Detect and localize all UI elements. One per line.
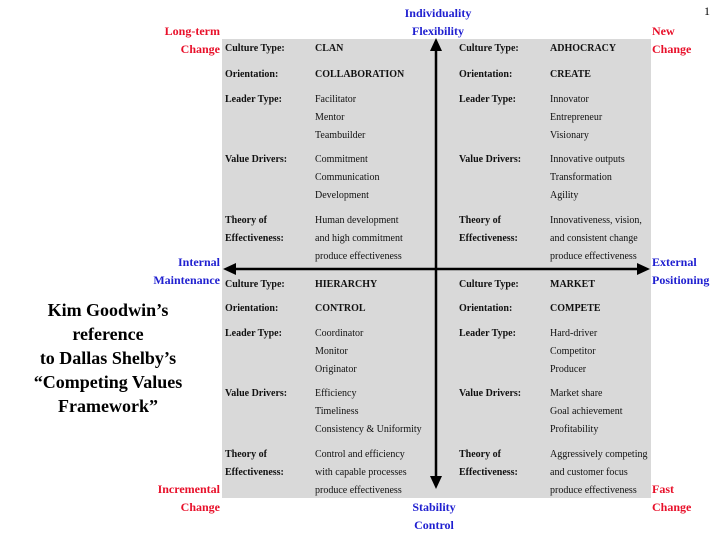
page-number: 1 <box>704 4 710 18</box>
culture-type-label: Culture Type: <box>225 279 285 290</box>
value-drivers-label: Value Drivers: <box>459 154 522 165</box>
culture-type-label: Culture Type: <box>225 43 285 54</box>
culture-type-label: Culture Type: <box>459 279 519 290</box>
orientation-value: COLLABORATION <box>315 69 405 80</box>
corner-top-left-label: Long-term Change <box>164 24 220 56</box>
leader-type-label: Leader Type: <box>225 328 282 339</box>
orientation-value: CREATE <box>550 69 591 80</box>
value-drivers-label: Value Drivers: <box>459 388 522 399</box>
arrow-down-icon <box>430 476 442 489</box>
leader-type-label: Leader Type: <box>459 328 516 339</box>
leader-type-value: Hard-driver Competitor Producer <box>550 328 598 375</box>
theory-value: Aggressively competing and customer focus produce effectiveness <box>550 449 648 496</box>
orientation-value: CONTROL <box>315 303 366 314</box>
value-drivers-label: Value Drivers: <box>225 388 288 399</box>
theory-label: Theory of Effectiveness: <box>459 449 518 478</box>
orientation-label: Orientation: <box>225 69 279 80</box>
theory-label: Theory of Effectiveness: <box>225 449 284 478</box>
leader-type-value: Innovator Entrepreneur Visionary <box>550 94 603 141</box>
theory-value: Control and efficiency with capable processes produce effectiveness <box>315 449 407 496</box>
leader-type-label: Leader Type: <box>225 94 282 105</box>
arrow-left-icon <box>223 263 236 275</box>
leader-type-value: Coordinator Monitor Originator <box>315 328 364 375</box>
value-drivers-value: Market share Goal achievement Profitability <box>550 388 623 435</box>
axis-right-label: External Positioning <box>652 255 710 287</box>
arrow-up-icon <box>430 38 442 51</box>
orientation-label: Orientation: <box>225 303 279 314</box>
theory-label: Theory of Effectiveness: <box>459 215 518 244</box>
orientation-value: COMPETE <box>550 303 601 314</box>
culture-type-value: MARKET <box>550 279 595 290</box>
culture-type-value: HIERARCHY <box>315 279 378 290</box>
theory-label: Theory of Effectiveness: <box>225 215 284 244</box>
leader-type-value: Facilitator Mentor Teambuilder <box>315 94 366 141</box>
value-drivers-value: Innovative outputs Transformation Agility <box>550 154 625 201</box>
culture-type-value: ADHOCRACY <box>550 43 617 54</box>
orientation-label: Orientation: <box>459 69 513 80</box>
corner-bottom-left-label: Incremental Change <box>157 482 220 514</box>
leader-type-label: Leader Type: <box>459 94 516 105</box>
slide-caption: Kim Goodwin’s reference to Dallas Shelby’s “Competing Values Framework” <box>33 300 183 416</box>
corner-top-right-label: New Change <box>652 24 692 56</box>
value-drivers-label: Value Drivers: <box>225 154 288 165</box>
axis-left-label: Internal Maintenance <box>153 255 220 287</box>
axis-bottom-label: Stability Control <box>412 500 456 532</box>
axis-top-label: Individuality Flexibility <box>404 6 472 38</box>
orientation-label: Orientation: <box>459 303 513 314</box>
value-drivers-value: Commitment Communication Development <box>315 154 380 201</box>
theory-value: Human development and high commitment produce effectiveness <box>315 215 403 262</box>
culture-type-label: Culture Type: <box>459 43 519 54</box>
arrow-right-icon <box>637 263 650 275</box>
culture-type-value: CLAN <box>315 43 344 54</box>
value-drivers-value: Efficiency Timeliness Consistency & Uniformity <box>315 388 422 435</box>
theory-value: Innovativeness, vision, and consistent change produce effectiveness <box>550 215 642 262</box>
corner-bottom-right-label: Fast Change <box>652 482 692 514</box>
